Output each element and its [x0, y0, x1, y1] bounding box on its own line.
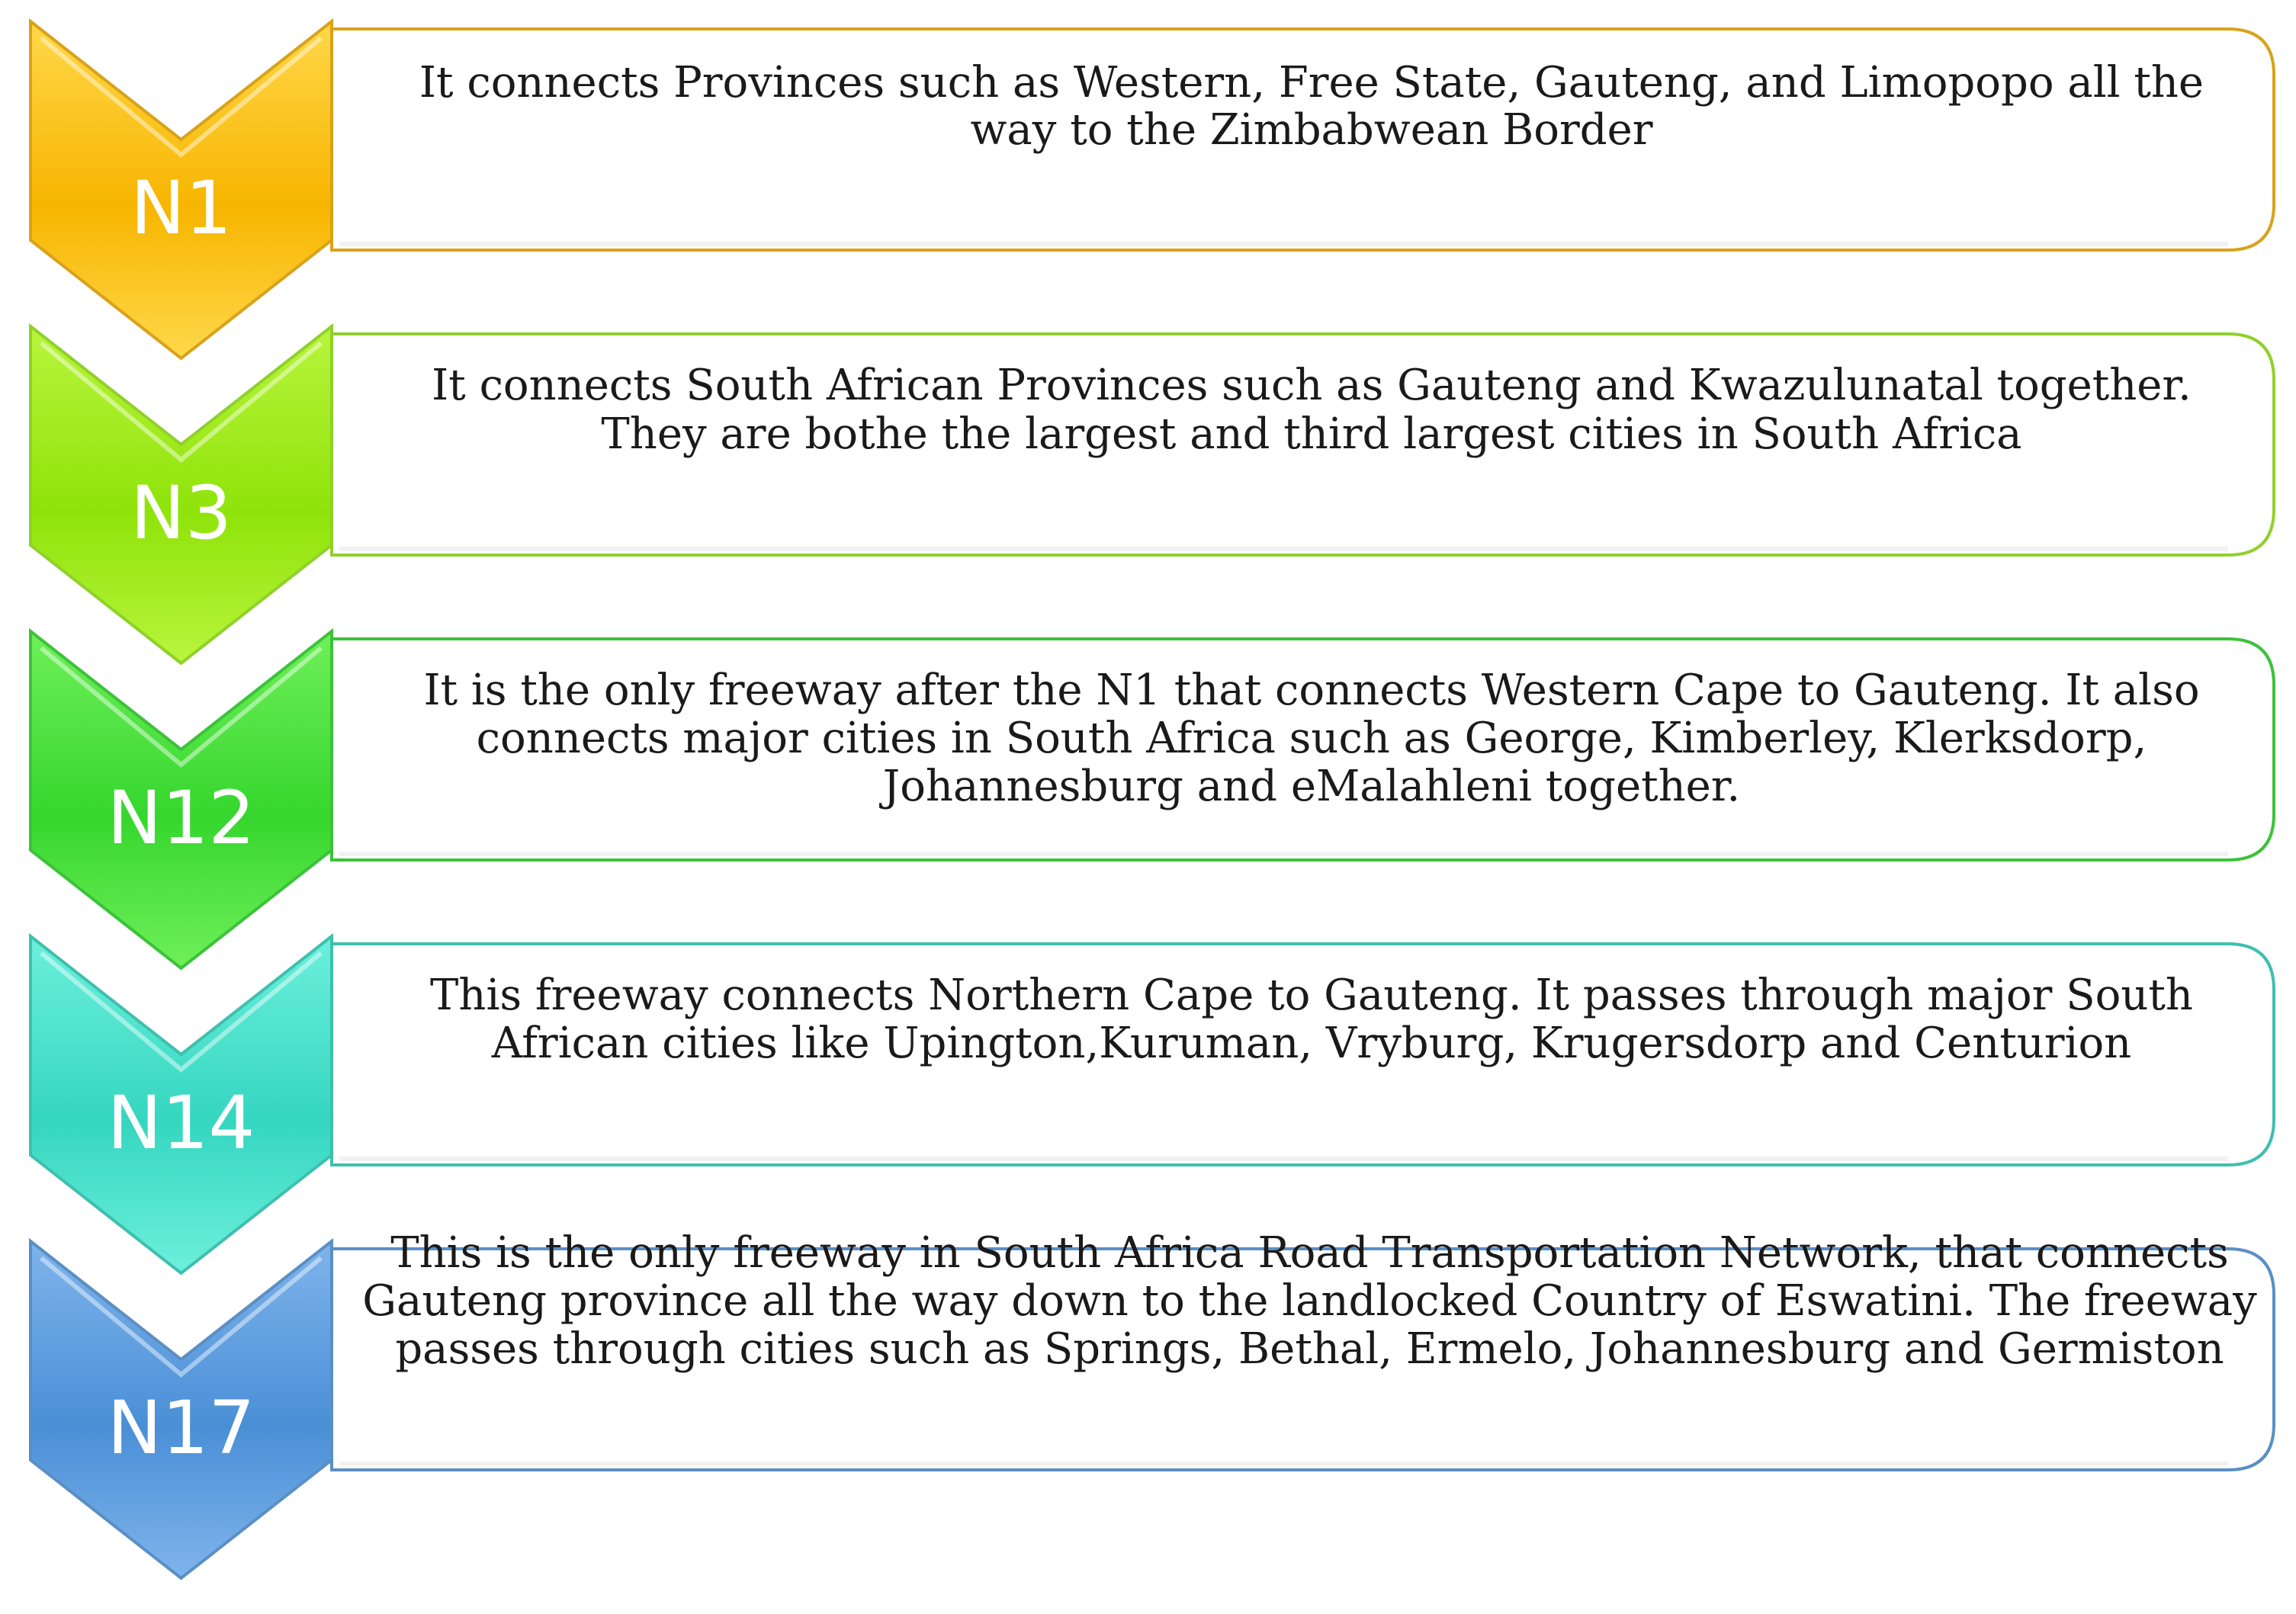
route-label: N3 [130, 470, 232, 556]
route-description [381, 971, 2242, 1067]
route-description-text: It connects South African Provinces such as Gauteng and Kwazulunatal together. They are bothe the largest and third largest cities in South Africa [432, 361, 2192, 459]
route-label: N14 [107, 1080, 255, 1166]
route-label: N1 [130, 165, 232, 251]
route-description [381, 59, 2242, 154]
route-description-text: This is the only freeway in South Africa Road Transportation Network, that connects Gauteng province all the way down to the landlocked Country of Eswatini. The freeway passes through cities such as Springs, Bethal, Ermelo, Johannesburg and Germiston [362, 1228, 2257, 1374]
route-description-text: This freeway connects Northern Cape to Gauteng. It passes through major South African cities like Upington,Kuruman, Vryburg, Krugersdorp and Centurion [430, 971, 2193, 1068]
route-description [381, 361, 2242, 459]
route-description [381, 666, 2242, 810]
route-label: N12 [107, 775, 255, 861]
route-description-text: It is the only freeway after the N1 that connects Western Cape to Gauteng. It also connects major cities in South Africa such as George, Kimberley, Klerksdorp, Johannesburg and eMalahleni together. [423, 666, 2200, 811]
route-description [351, 1229, 2269, 1373]
route-label: N17 [107, 1385, 255, 1471]
route-description-text: It connects Provinces such as Western, Free State, Gauteng, and Limopopo all the way to the Zimbabwean Border [419, 58, 2204, 155]
